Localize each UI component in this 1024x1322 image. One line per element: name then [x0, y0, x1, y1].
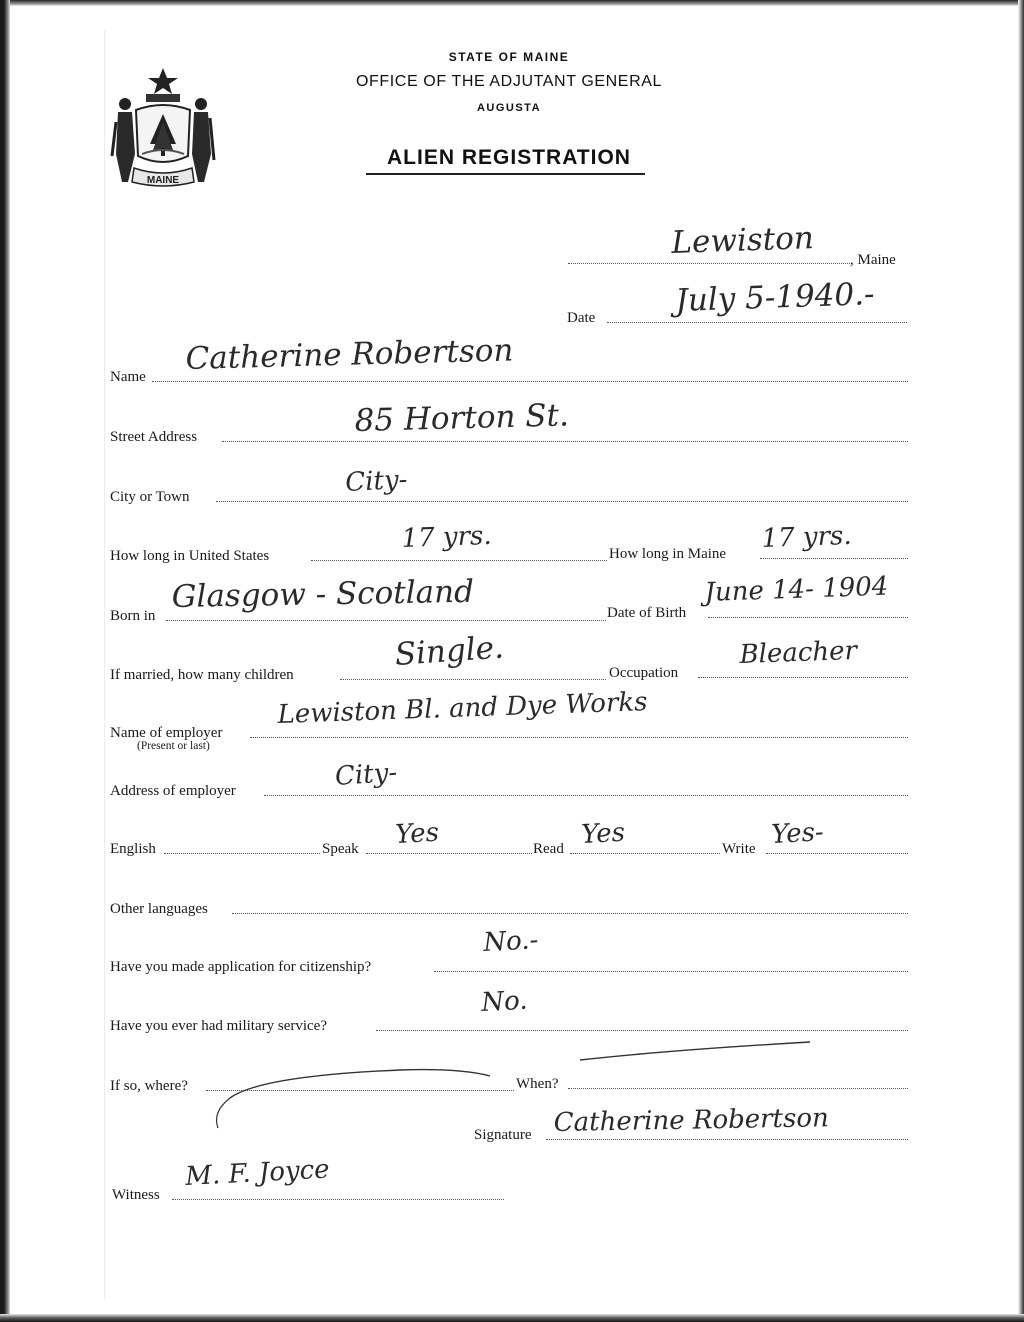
english-field-line: [164, 853, 320, 854]
how-long-us-label: How long in United States: [110, 548, 270, 564]
write-label: Write: [722, 841, 756, 857]
write-field-line: [766, 853, 908, 854]
how-long-maine-entry: 17 yrs.: [761, 520, 853, 554]
born-in-field-line: [166, 620, 606, 621]
scan-edge-bottom: [0, 1314, 1024, 1322]
state-heading: STATE OF MAINE: [448, 50, 570, 64]
how-long-us-field-line: [311, 560, 607, 561]
how-long-us-entry: 17 yrs.: [401, 520, 493, 554]
employer-address-label: Address of employer: [110, 783, 236, 799]
signature-field-line: [546, 1139, 908, 1140]
other-languages-label: Other languages: [110, 901, 208, 917]
occupation-entry: Bleacher: [739, 635, 858, 670]
title-underline: [366, 173, 645, 175]
maine-label: , Maine: [850, 252, 896, 268]
date-of-birth-entry: June 14- 1904: [704, 571, 889, 608]
city-label: City or Town: [110, 489, 190, 505]
signature-entry: Catherine Robertson: [553, 1103, 829, 1138]
military-label: Have you ever had military service?: [110, 1018, 327, 1034]
born-in-entry: Glasgow - Scotland: [171, 573, 475, 615]
date-entry: July 5-1940.-: [674, 276, 876, 319]
date-of-birth-label: Date of Birth: [607, 605, 687, 621]
speak-entry: Yes: [394, 817, 440, 850]
street-label: Street Address: [110, 429, 198, 445]
name-entry: Catherine Robertson: [185, 332, 514, 377]
citizenship-field-line: [434, 971, 908, 972]
married-label: If married, how many children: [110, 667, 294, 683]
employer-sublabel: (Present or last): [137, 740, 210, 752]
write-entry: Yes-: [770, 817, 825, 850]
date-of-birth-field-line: [708, 617, 908, 618]
born-in-label: Born in: [110, 608, 156, 624]
town-entry: Lewiston: [670, 220, 815, 261]
seal-banner-text: MAINE: [146, 175, 180, 186]
date-label: Date: [567, 310, 596, 326]
scan-edge-left: [0, 0, 10, 1322]
when-label: When?: [516, 1076, 559, 1092]
name-field-line: [152, 381, 908, 382]
english-label: English: [110, 841, 156, 857]
scan-edge-top: [0, 0, 1024, 6]
street-entry: 85 Horton St.: [354, 397, 570, 439]
occupation-label: Occupation: [609, 665, 679, 681]
other-languages-field-line: [232, 913, 908, 914]
scan-fold-line: [104, 30, 105, 1300]
employer-label: Name of employer: [110, 725, 223, 741]
name-label: Name: [110, 369, 146, 385]
how-long-maine-field-line: [760, 558, 908, 559]
date-field-line: [607, 322, 907, 323]
occupation-field-line: [698, 677, 908, 678]
witness-label: Witness: [112, 1187, 160, 1203]
employer-field-line: [250, 737, 908, 738]
city-entry: City-: [344, 464, 409, 498]
witness-entry: M. F. Joyce: [184, 1154, 331, 1192]
speak-field-line: [366, 853, 532, 854]
employer-address-field-line: [264, 795, 908, 796]
witness-field-line: [172, 1199, 504, 1200]
employer-entry: Lewiston Bl. and Dye Works: [277, 687, 648, 730]
town-field-line: [568, 263, 850, 264]
employer-address-entry: City-: [334, 757, 399, 792]
military-entry: No.: [480, 985, 529, 1018]
street-field-line: [222, 441, 908, 442]
city-field-line: [216, 501, 908, 502]
military-field-line: [376, 1030, 908, 1031]
speak-label: Speak: [322, 841, 359, 857]
read-field-line: [570, 853, 720, 854]
where-label: If so, where?: [110, 1078, 188, 1094]
how-long-maine-label: How long in Maine: [609, 546, 727, 562]
form-title: ALIEN REGISTRATION: [387, 146, 631, 169]
citizenship-label: Have you made application for citizenship?: [110, 959, 372, 975]
scan-edge-right: [1018, 0, 1024, 1322]
office-heading: OFFICE OF THE ADJUTANT GENERAL: [355, 73, 663, 90]
married-entry: Single.: [393, 629, 505, 673]
citizenship-entry: No.-: [482, 925, 540, 958]
read-label: Read: [533, 841, 564, 857]
read-entry: Yes: [580, 817, 626, 850]
city-heading: AUGUSTA: [476, 102, 542, 114]
signature-label: Signature: [474, 1127, 532, 1143]
married-field-line: [340, 679, 606, 680]
